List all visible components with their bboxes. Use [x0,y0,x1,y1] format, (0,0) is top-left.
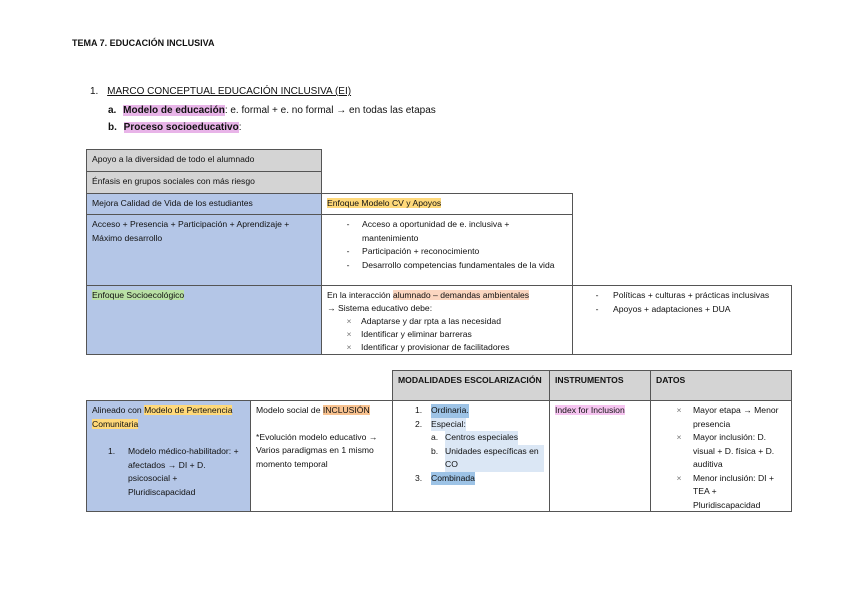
section-heading [90,86,351,97]
list-item [415,404,544,418]
list-item: - Desarrollo competencias fundamentales de la vida [340,259,567,273]
highlight: Enfoque Socioecológico [92,290,185,300]
list-item [415,445,544,472]
list-item: × Mayor inclusión: D. visual + D. física + D. auditiva [671,431,786,472]
item-marker: 1. [415,405,423,415]
item-text: Identificar y provisionar de facilitadores [361,342,510,352]
item-marker: 2. [415,418,423,429]
list-item: - Acceso a oportunidad de e. inclusiva + mantenimiento [340,218,567,245]
highlight: INCLUSIÓN [322,405,370,415]
item-text: Mayor etapa → Menor presencia [693,405,779,429]
t1-r5c [572,285,792,355]
item-bold: Proceso socioeducativo [123,122,239,133]
item-rest: : [238,122,242,133]
item-marker: b. [108,122,117,133]
page-title: TEMA 7. EDUCACIÓN INCLUSIVA [72,38,215,48]
t1-r5b [321,285,573,355]
item-bold: Modelo de educación [123,105,225,116]
t2-header-instrumentos: INSTRUMENTOS [549,370,651,401]
list-item: × Identificar y eliminar barreras [346,329,472,339]
item-text: Identificar y eliminar barreras [361,329,472,339]
item-text: Centros especiales [445,431,518,445]
highlight: Index for Inclusion [555,405,625,415]
list-item [415,431,544,445]
item-marker: a. [431,432,439,442]
section-number: 1. [90,86,99,97]
list-item: × Adaptarse y dar rpta a las necesidad [346,316,501,326]
t2-c4 [549,400,651,512]
item-rest: : e. formal + e. no formal → en todas las etapas [224,105,436,116]
item-text: Desarrollo competencias fundamentales de la vida [362,259,555,270]
t1-r2: Énfasis en grupos sociales con más riesgo [86,171,322,194]
t1-r3b [321,193,573,215]
t2-header-datos: DATOS [650,370,792,401]
t1-r5a [86,285,322,355]
item-text: Acceso a oportunidad de e. inclusiva + mantenimiento [362,219,510,243]
list-item: - Participación + reconocimiento [340,245,567,259]
section-text: MARCO CONCEPTUAL EDUCACIÓN INCLUSIVA (EI) [107,86,352,97]
item-text: Políticas + culturas + prácticas inclusivas [613,290,770,300]
item-text: Mayor inclusión: D. visual + D. física + D. auditiva [693,432,775,469]
item-marker: 1. [108,446,116,456]
t1-r3a: Mejora Calidad de Vida de los estudiantes [86,193,322,215]
item-marker: a. [108,105,117,116]
list-item: × Mayor etapa → Menor presencia [671,404,786,431]
t1-r4a: Acceso + Presencia + Participación + Aprendizaje + Máximo desarrollo [86,214,322,286]
highlight: Modelo de Pertenencia Comunitaria [92,405,233,429]
list-item: - Políticas + culturas + prácticas inclusivas [589,289,786,303]
highlight: Enfoque Modelo CV y Apoyos [327,198,442,208]
t2-c2 [250,400,393,512]
list-item: - Apoyos + adaptaciones + DUA [589,303,786,317]
list-item [415,472,544,486]
t2-c1 [86,400,251,512]
list-item [108,119,436,136]
t1-r1: Apoyo a la diversidad de todo el alumnado [86,149,322,172]
item-text: Menor inclusión: DI + TEA + Pluridiscapacidad [693,472,774,510]
highlight: alumnado – demandas ambientales [392,290,530,300]
list-item: × Menor inclusión: DI + TEA + Pluridiscapacidad [671,472,786,513]
text: Alineado con [92,405,145,415]
item-marker: 3. [415,472,423,483]
item-text: Unidades específicas en CO [445,445,544,472]
item-text: Apoyos + adaptaciones + DUA [613,303,731,314]
list-item [415,418,544,432]
item-text: Adaptarse y dar rpta a las necesidad [361,316,501,326]
item-text: Participación + reconocimiento [362,246,480,256]
t2-header-modalidades: MODALIDADES ESCOLARIZACIÓN [392,370,550,401]
list-item: × Identificar y provisionar de facilitadores [346,342,510,352]
item-text: Modelo médico-habilitador: + afectados → DI + D. psicosocial + Pluridiscapacidad [128,446,239,497]
text: → Sistema educativo debe: [327,303,433,313]
section-items [108,102,436,136]
item-text: Combinada [431,472,475,486]
note: *Evolución modelo educativo → Varios paradigmas en 1 mismo momento temporal [256,431,378,469]
item-marker: b. [431,445,439,456]
item-text: Especial: [431,418,466,432]
item-text: Ordinaria. [431,404,469,418]
list-item [108,102,436,119]
list-item [92,445,245,499]
t2-c5 [650,400,792,512]
t1-r4b [321,214,573,286]
t2-c3 [392,400,550,512]
text: Modelo social de [256,405,323,415]
text: En la interacción [327,290,393,300]
